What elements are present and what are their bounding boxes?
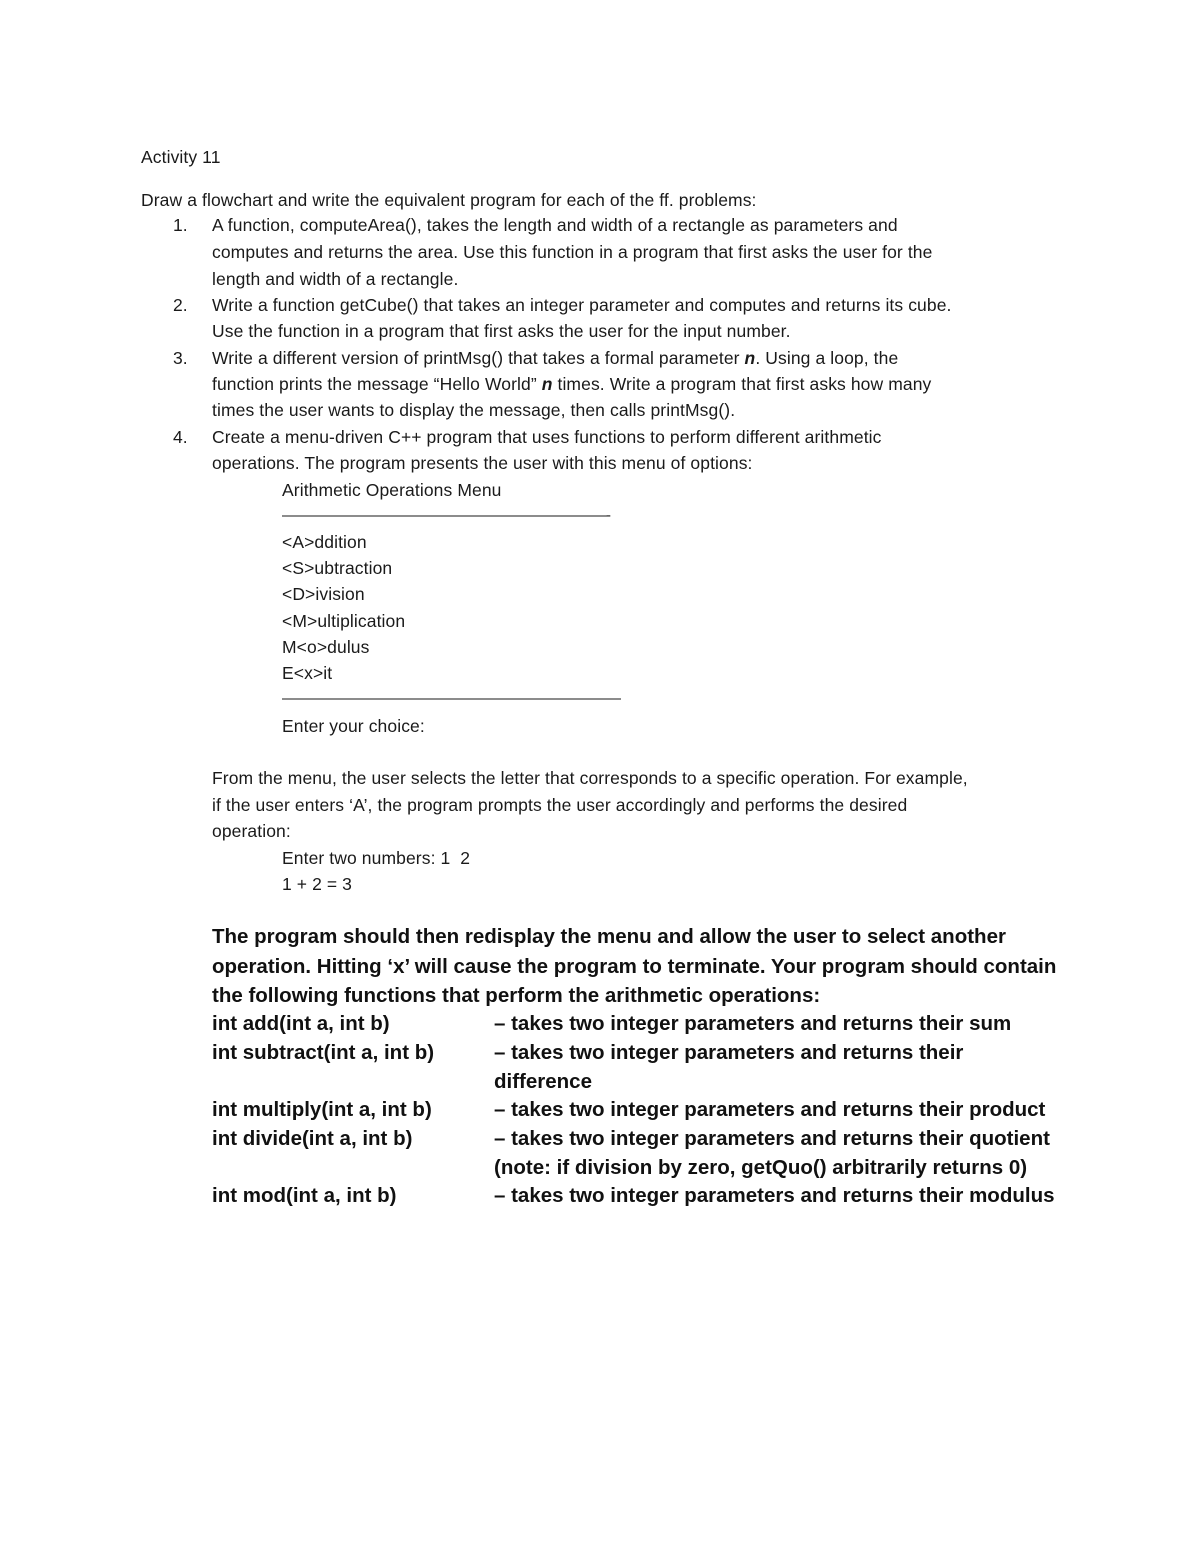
function-desc-mod: – takes two integer parameters and returns their modulus bbox=[494, 1184, 1055, 1207]
problem-1-line-2: computes and returns the area. Use this function in a program that first asks the user for the bbox=[212, 242, 933, 262]
function-signature-subtract: int subtract(int a, int b) bbox=[212, 1041, 435, 1064]
menu-item-modulus: M<o>dulus bbox=[282, 637, 370, 657]
closing-line-3: the following functions that perform the arithmetic operations: bbox=[212, 984, 821, 1007]
example-line-1: From the menu, the user selects the letter that corresponds to a specific operation. For example, bbox=[212, 768, 968, 788]
function-desc-add: – takes two integer parameters and returns their sum bbox=[494, 1012, 1012, 1035]
function-desc-multiply: – takes two integer parameters and returns their product bbox=[494, 1098, 1046, 1121]
problem-3-line-3: times the user wants to display the message, then calls printMsg(). bbox=[212, 400, 736, 420]
closing-line-2: operation. Hitting ‘x’ will cause the program to terminate. Your program should contain bbox=[212, 955, 1057, 978]
menu-item-subtraction: <S>ubtraction bbox=[282, 558, 393, 578]
example-line-3: operation: bbox=[212, 821, 291, 841]
problem-1-number: 1. bbox=[173, 215, 188, 235]
page-title: Activity 11 bbox=[141, 147, 221, 167]
menu-item-addition: <A>ddition bbox=[282, 532, 367, 552]
menu-item-exit: E<x>it bbox=[282, 663, 333, 683]
function-desc-subtract-2: difference bbox=[494, 1070, 592, 1093]
problem-2-line-2: Use the function in a program that first asks the user for the input number. bbox=[212, 321, 791, 341]
problem-2-number: 2. bbox=[173, 295, 188, 315]
example-input-line: Enter two numbers: 1 2 bbox=[282, 848, 471, 868]
problem-3-line-2: function prints the message “Hello World” n times. Write a program that first asks how many bbox=[212, 374, 932, 394]
problem-3-line-1: Write a different version of printMsg() that takes a formal parameter n. Using a loop, the bbox=[212, 348, 899, 368]
problem-2-line-1: Write a function getCube() that takes an integer parameter and computes and returns its cube. bbox=[212, 295, 952, 315]
menu-item-division: <D>ivision bbox=[282, 584, 365, 604]
function-signature-mod: int mod(int a, int b) bbox=[212, 1184, 397, 1207]
problem-4-number: 4. bbox=[173, 427, 188, 447]
problem-1-line-3: length and width of a rectangle. bbox=[212, 269, 459, 289]
function-signature-add: int add(int a, int b) bbox=[212, 1012, 390, 1035]
function-desc-subtract-1: – takes two integer parameters and returns their bbox=[494, 1041, 964, 1064]
example-line-2: if the user enters ‘A’, the program prompts the user accordingly and performs the desired bbox=[212, 795, 908, 815]
function-signature-multiply: int multiply(int a, int b) bbox=[212, 1098, 432, 1121]
menu-item-multiplication: <M>ultiplication bbox=[282, 611, 406, 631]
menu-title: Arithmetic Operations Menu bbox=[282, 480, 502, 500]
menu-separator-bottom: ———————————————————————————— bbox=[282, 690, 618, 707]
menu-separator-top: ———————————————————————————- bbox=[282, 507, 608, 524]
problem-3-number: 3. bbox=[173, 348, 188, 368]
problem-4-line-2: operations. The program presents the user with this menu of options: bbox=[212, 453, 753, 473]
function-signature-divide: int divide(int a, int b) bbox=[212, 1127, 413, 1150]
example-result-line: 1 + 2 = 3 bbox=[282, 874, 352, 894]
problem-1-line-1: A function, computeArea(), takes the length and width of a rectangle as parameters and bbox=[212, 215, 898, 235]
function-desc-divide-2: (note: if division by zero, getQuo() arbitrarily returns 0) bbox=[494, 1156, 1028, 1179]
function-desc-divide-1: – takes two integer parameters and returns their quotient bbox=[494, 1127, 1050, 1150]
instructions-intro: Draw a flowchart and write the equivalent program for each of the ff. problems: bbox=[141, 190, 757, 210]
closing-line-1: The program should then redisplay the menu and allow the user to select another bbox=[212, 925, 1006, 948]
menu-prompt: Enter your choice: bbox=[282, 716, 425, 736]
problem-4-line-1: Create a menu-driven C++ program that uses functions to perform different arithmetic bbox=[212, 427, 882, 447]
